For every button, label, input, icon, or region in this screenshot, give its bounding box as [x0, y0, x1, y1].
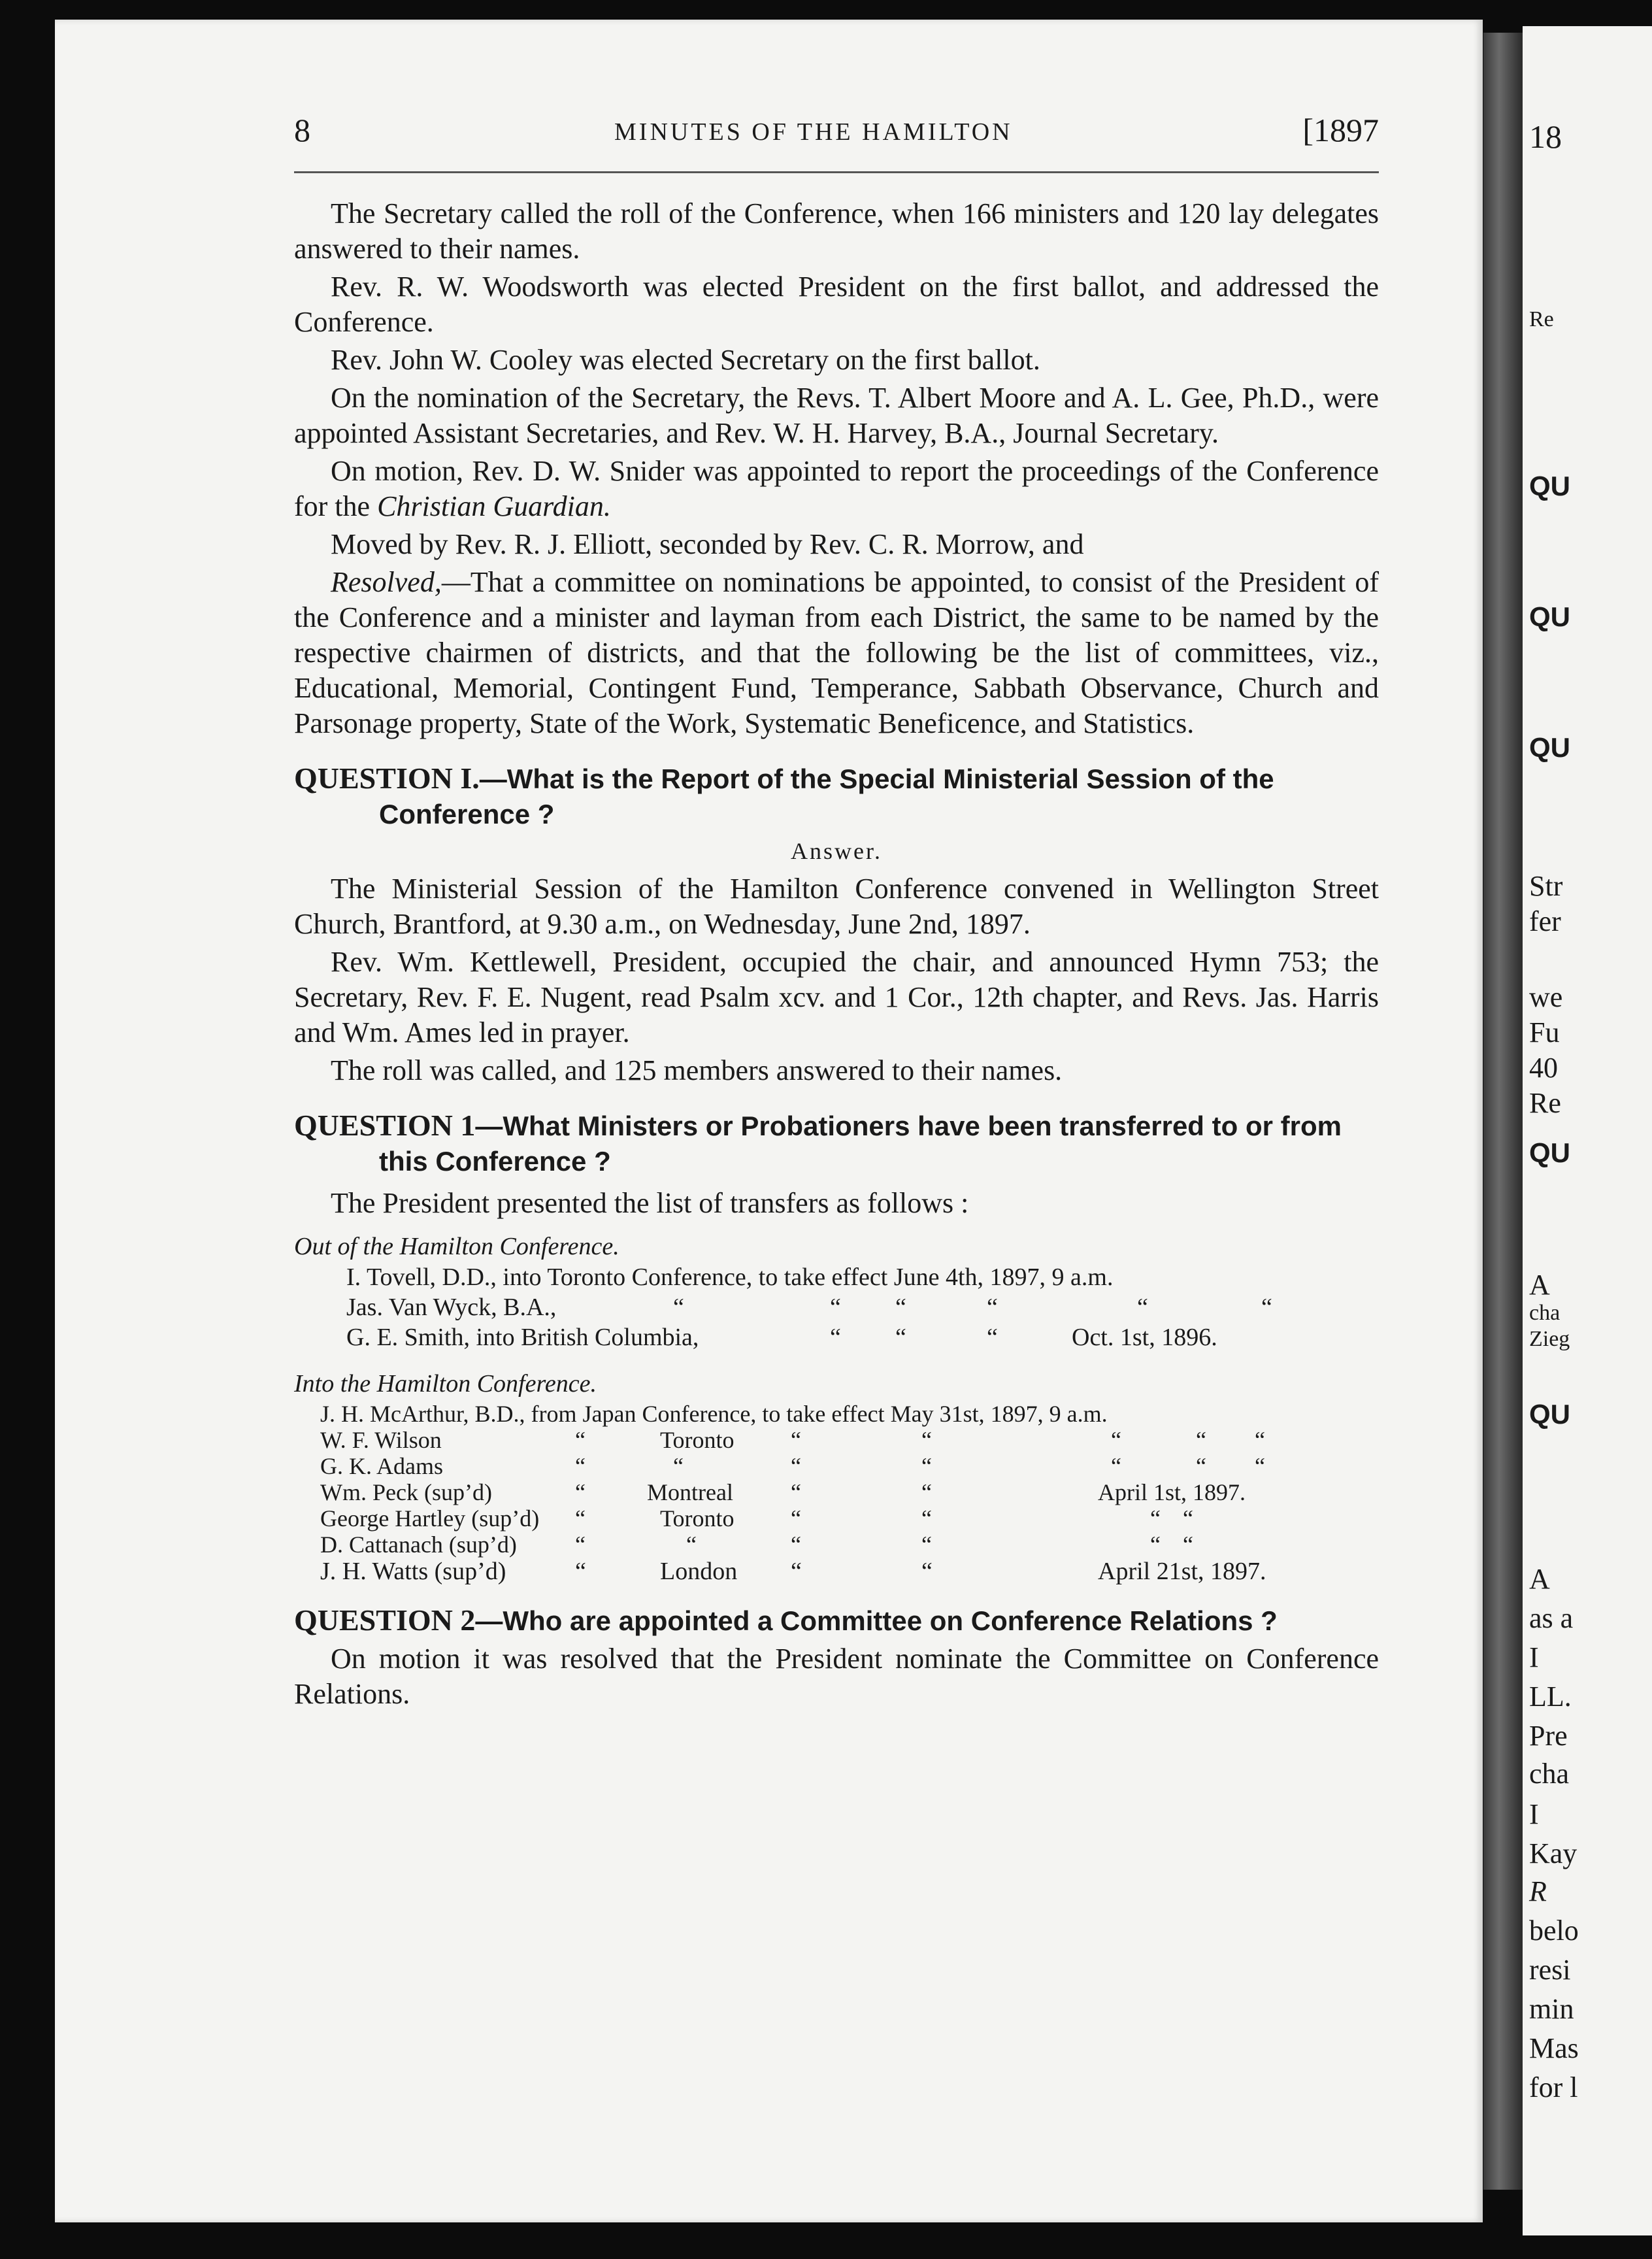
- newspaper-title: Christian Guardian.: [377, 490, 611, 522]
- running-header: [294, 111, 1379, 157]
- next-page-fragment: Fu: [1529, 1016, 1560, 1048]
- conference-name: London: [660, 1558, 738, 1585]
- transfer-row: [294, 1531, 1379, 1557]
- next-page-fragment: QU: [1529, 471, 1570, 501]
- transfer-date: April 1st, 1897.: [1098, 1479, 1246, 1505]
- next-page-fragment: cha: [1529, 1758, 1570, 1790]
- transfer-row: [294, 1505, 1379, 1531]
- ditto-mark: “: [575, 1505, 586, 1531]
- transfer-entry: J. H. McArthur, B.D., from Japan Conference, to take effect May 31st, 1897, 9 a.m.: [320, 1401, 1108, 1427]
- conference-name: Montreal: [647, 1479, 733, 1505]
- paragraph: Rev. John W. Cooley was elected Secretary on the first ballot.: [331, 344, 1040, 376]
- transfer-name: G. K. Adams: [320, 1453, 443, 1479]
- paragraph: The President presented the list of transfers as follows :: [331, 1187, 969, 1219]
- next-page-fragment: fer: [1529, 905, 1561, 937]
- ditto-mark: “: [791, 1479, 801, 1505]
- ditto-mark: “: [921, 1558, 933, 1585]
- next-page-header: 18: [1529, 118, 1562, 155]
- next-page-fragment: Mas: [1529, 2032, 1579, 2064]
- ditto-mark: “: [1150, 1531, 1161, 1558]
- ditto-mark: “: [1111, 1453, 1121, 1479]
- ditto-mark: “: [830, 1324, 841, 1351]
- next-page-fragment: Re: [1529, 307, 1554, 331]
- motion-text: On motion, Rev. D. W. Snider was appointed to report the proceedings of the Conference for the: [294, 455, 1379, 522]
- question-text: —Who are appointed a Committee on Conference Relations ?: [475, 1605, 1278, 1636]
- next-page-fragment: QU: [1529, 1137, 1570, 1168]
- next-page-fragment: for l: [1529, 2071, 1578, 2103]
- header-rule: [294, 171, 1379, 173]
- ditto-mark: “: [1261, 1294, 1272, 1321]
- ditto-mark: “: [575, 1479, 586, 1505]
- next-page-fragment: QU: [1529, 1399, 1570, 1430]
- transfer-entry: I. Tovell, D.D., into Toronto Conference, to take effect June 4th, 1897, 9 a.m.: [346, 1263, 1114, 1291]
- book-gutter: [1483, 33, 1523, 2190]
- ditto-mark: “: [1196, 1427, 1206, 1453]
- ditto-mark: “: [791, 1453, 801, 1479]
- page-body: [294, 196, 1379, 1715]
- transfer-row: [294, 1400, 1379, 1426]
- next-page-fragment: R: [1529, 1875, 1547, 1907]
- ditto-mark: “: [1255, 1427, 1265, 1453]
- page-number: 8: [294, 112, 310, 148]
- running-title: MINUTES OF THE HAMILTON: [614, 118, 1013, 146]
- answer-heading: Answer.: [791, 838, 882, 864]
- question-heading: [294, 1108, 1379, 1179]
- conference-name: “: [686, 1531, 697, 1558]
- book-page-right-partial: [1523, 26, 1652, 2235]
- transfer-row: [294, 1293, 1379, 1323]
- paragraph: Moved by Rev. R. J. Elliott, seconded by Rev. C. R. Morrow, and: [331, 528, 1084, 560]
- next-page-fragment: we: [1529, 981, 1563, 1013]
- ditto-mark: “: [895, 1294, 906, 1321]
- next-page-fragment: 40: [1529, 1052, 1558, 1084]
- ditto-mark: “: [1255, 1453, 1265, 1479]
- ditto-mark: “: [921, 1479, 932, 1505]
- ditto-mark: “: [575, 1558, 586, 1585]
- transfer-name: J. H. Watts (sup’d): [320, 1558, 506, 1585]
- next-page-fragment: QU: [1529, 732, 1570, 763]
- next-page-fragment: Pre: [1529, 1720, 1568, 1752]
- ditto-mark: “: [1183, 1531, 1193, 1558]
- next-page-fragment: LL.: [1529, 1681, 1572, 1713]
- paragraph: The Secretary called the roll of the Conference, when 166 ministers and 120 lay delegates answered to their names.: [294, 197, 1379, 265]
- next-page-fragment: min: [1529, 1993, 1574, 2025]
- transfer-name: George Hartley (sup’d): [320, 1505, 540, 1531]
- ditto-mark: “: [791, 1505, 801, 1531]
- transfer-row: [294, 1263, 1379, 1293]
- ditto-mark: “: [921, 1453, 932, 1479]
- ditto-mark: “: [921, 1531, 932, 1558]
- transfer-name: Wm. Peck (sup’d): [320, 1479, 492, 1505]
- ditto-mark: “: [673, 1294, 684, 1321]
- transfer-row: [294, 1479, 1379, 1505]
- question-text: —What is the Report of the Special Ministerial Session of the Conference ?: [379, 763, 1274, 829]
- next-page-fragment: I: [1529, 1641, 1539, 1673]
- transfer-name: W. F. Wilson: [320, 1427, 442, 1453]
- transfer-name: D. Cattanach (sup’d): [320, 1531, 517, 1558]
- question-heading: [294, 761, 1379, 832]
- transfer-section-title: Out of the Hamilton Conference.: [294, 1233, 620, 1260]
- transfer-name: Jas. Van Wyck, B.A.,: [346, 1294, 557, 1321]
- ditto-mark: “: [895, 1324, 906, 1351]
- next-page-fragment: Zieg: [1529, 1327, 1570, 1351]
- next-page-fragment: QU: [1529, 601, 1570, 632]
- transfer-name: G. E. Smith, into British Columbia,: [346, 1324, 699, 1351]
- ditto-mark: “: [1150, 1505, 1161, 1531]
- next-page-fragment: belo: [1529, 1915, 1579, 1947]
- question-label: QUESTION I.: [294, 761, 480, 795]
- next-page-fragment: A: [1529, 1269, 1550, 1301]
- next-page-fragment: Kay: [1529, 1837, 1578, 1869]
- paragraph: Rev. R. W. Woodsworth was elected President on the first ballot, and addressed the Conference.: [294, 271, 1379, 338]
- question-label: QUESTION 2: [294, 1603, 476, 1637]
- question-label: QUESTION 1: [294, 1109, 476, 1142]
- next-page-fragment: resi: [1529, 1954, 1571, 1986]
- paragraph: [294, 454, 1379, 524]
- ditto-mark: “: [791, 1558, 802, 1585]
- conference-name: “: [673, 1453, 684, 1479]
- paragraph: On the nomination of the Secretary, the Revs. T. Albert Moore and A. L. Gee, Ph.D., were appointed Assistant Secretaries, and Rev. W. H. Harvey, B.A., Journal Secretary.: [294, 382, 1379, 449]
- ditto-mark: “: [987, 1324, 998, 1351]
- paragraph: On motion it was resolved that the President nominate the Committee on Conference Relations.: [294, 1643, 1379, 1710]
- conference-name: Toronto: [660, 1505, 735, 1531]
- resolution-paragraph: [294, 565, 1379, 741]
- ditto-mark: “: [791, 1531, 801, 1558]
- ditto-mark: “: [921, 1505, 932, 1531]
- ditto-mark: “: [575, 1427, 586, 1453]
- transfer-row: [294, 1452, 1379, 1479]
- next-page-fragment: I: [1529, 1798, 1539, 1830]
- transfer-row: [294, 1557, 1379, 1583]
- paragraph: Rev. Wm. Kettlewell, President, occupied the chair, and announced Hymn 753; the Secretary, Rev. F. E. Nugent, read Psalm xcv. and 1 Cor., 12th chapter, and Revs. Jas. Harris and Wm. Ames led in prayer.: [294, 946, 1379, 1048]
- resolved-text: —That a committee on nominations be appointed, to consist of the President of the Conference and a minister and layman from each District, the same to be named by the respective chairmen of districts, and that the following be the list of committees, viz., Educational, Memorial, Contingent Fund, Temperance, Sabbath Observance, Church and Parsonage property, State of the Work, Systematic Beneficence, and Statistics.: [294, 566, 1379, 739]
- transfer-section-title: Into the Hamilton Conference.: [294, 1370, 597, 1397]
- ditto-mark: “: [1111, 1427, 1121, 1453]
- next-page-fragment: cha: [1529, 1301, 1561, 1325]
- conference-name: Toronto: [660, 1427, 735, 1453]
- ditto-mark: “: [830, 1294, 841, 1321]
- next-page-fragment: Re: [1529, 1087, 1561, 1119]
- ditto-mark: “: [1137, 1294, 1148, 1321]
- paragraph: The Ministerial Session of the Hamilton Conference convened in Wellington Street Church, Brantford, at 9.30 a.m., on Wednesday, June 2nd, 1897.: [294, 873, 1379, 940]
- transfer-date: April 21st, 1897.: [1098, 1558, 1266, 1585]
- next-page-fragment: Str: [1529, 870, 1563, 902]
- ditto-mark: “: [1196, 1453, 1206, 1479]
- ditto-mark: “: [921, 1427, 932, 1453]
- ditto-mark: “: [1183, 1505, 1193, 1531]
- transfer-date: Oct. 1st, 1896.: [1072, 1324, 1217, 1351]
- ditto-mark: “: [575, 1531, 586, 1558]
- ditto-mark: “: [791, 1427, 801, 1453]
- resolved-lead: Resolved,: [331, 566, 442, 598]
- next-page-fragment: as a: [1529, 1602, 1574, 1634]
- paragraph: The roll was called, and 125 members answered to their names.: [331, 1054, 1063, 1086]
- ditto-mark: “: [987, 1294, 998, 1321]
- transfer-row: [294, 1323, 1379, 1353]
- running-year: [1897: [1302, 112, 1379, 148]
- transfer-row: [294, 1426, 1379, 1452]
- ditto-mark: “: [575, 1453, 586, 1479]
- question-text: —What Ministers or Probationers have been transferred to or from this Conference ?: [379, 1111, 1342, 1177]
- next-page-fragment: A: [1529, 1563, 1550, 1595]
- question-heading: [294, 1603, 1379, 1639]
